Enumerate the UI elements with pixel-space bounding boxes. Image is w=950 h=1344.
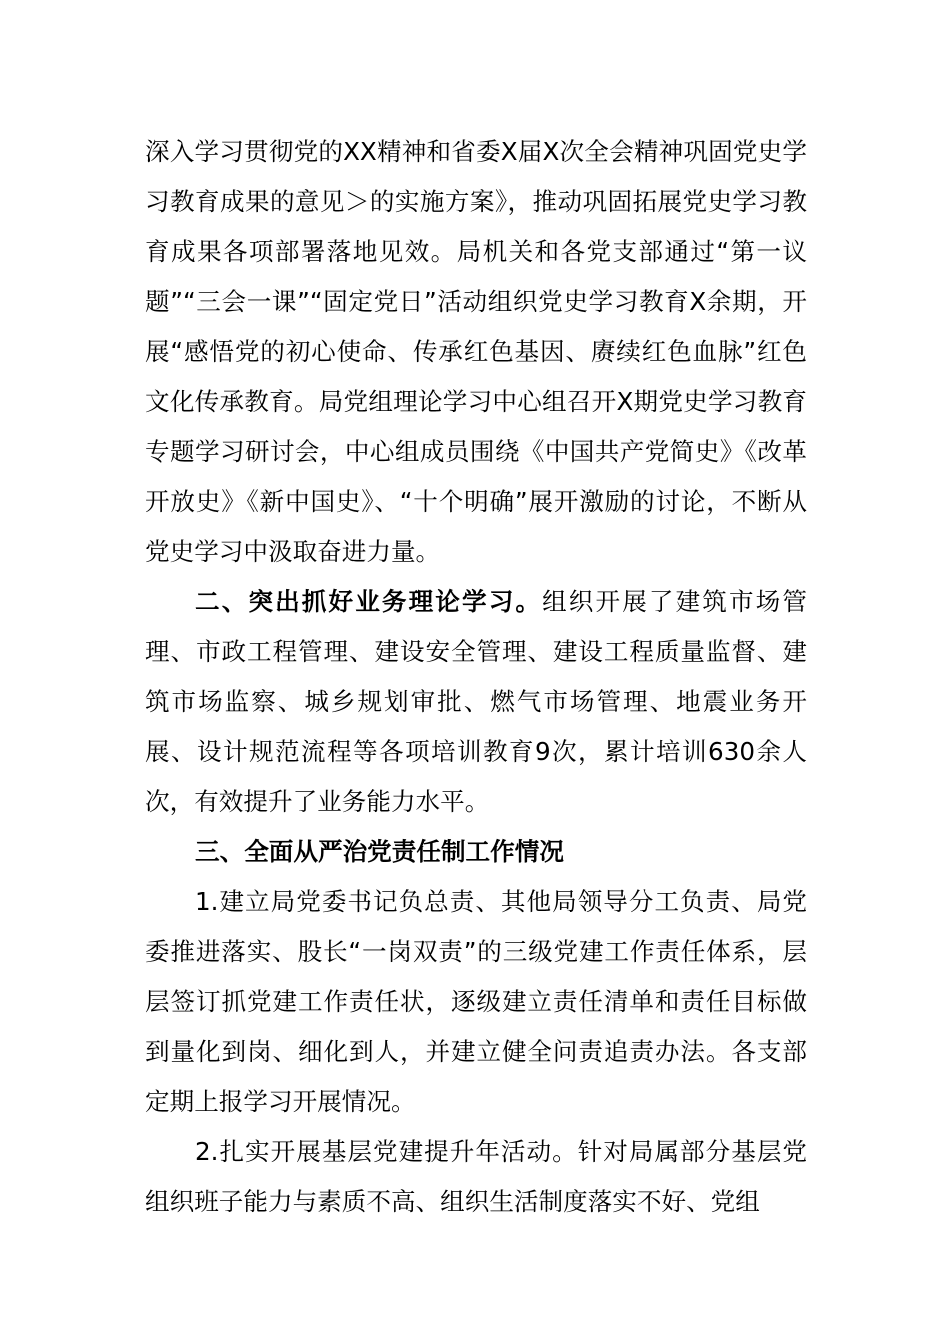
paragraph-party-history-study <box>145 127 807 577</box>
paragraph-text: 1.建立局党委书记负总责、其他局领导分工负责、局党委推进落实、股长“一岗双责”的三级党建工作责任体系，层层签订抓党建工作责任状，逐级建立责任清单和责任目标做到量化到岗、细化到人，并建立健全问责追责办法。各支部定期上报学习开展情况。 <box>145 887 807 1116</box>
paragraph-business-theory-study <box>145 577 807 827</box>
paragraph-text: 组织开展了建筑市场管理、市政工程管理、建设安全管理、建设工程质量监督、建筑市场监察、城乡规划审批、燃气市场管理、地震业务开展、设计规范流程等各项培训教育9次，累计培训630余人次，有效提升了业务能力水平。 <box>145 587 807 816</box>
paragraph-text: 2.扎实开展基层党建提升年活动。针对局属部分基层党组织班子能力与素质不高、组织生活制度落实不好、党组 <box>145 1137 807 1216</box>
section-heading-three: 三、全面从严治党责任制工作情况 <box>195 837 564 866</box>
document-body <box>145 127 807 1227</box>
paragraph-text: 深入学习贯彻党的XX精神和省委X届X次全会精神巩固党史学习教育成果的意见＞的实施方案》，推动巩固拓展党史学习教育成果各项部署落地见效。局机关和各党支部通过“第一议题”“三会一课”“固定党日”活动组织党史学习教育X余期，开展“感悟党的初心使命、传承红色基因、赓续红色血脉”红色文化传承教育。局党组理论学习中心组召开X期党史学习教育专题学习研讨会，中心组成员围绕《中国共产党简史》《改革开放史》《新中国史》、“十个明确”展开激励的讨论，不断从党史学习中汲取奋进力量。 <box>145 137 807 566</box>
paragraph-grassroots-party-building <box>145 1127 807 1227</box>
section-heading-two: 二、突出抓好业务理论学习。 <box>195 587 543 616</box>
paragraph-responsibility-system <box>145 877 807 1127</box>
